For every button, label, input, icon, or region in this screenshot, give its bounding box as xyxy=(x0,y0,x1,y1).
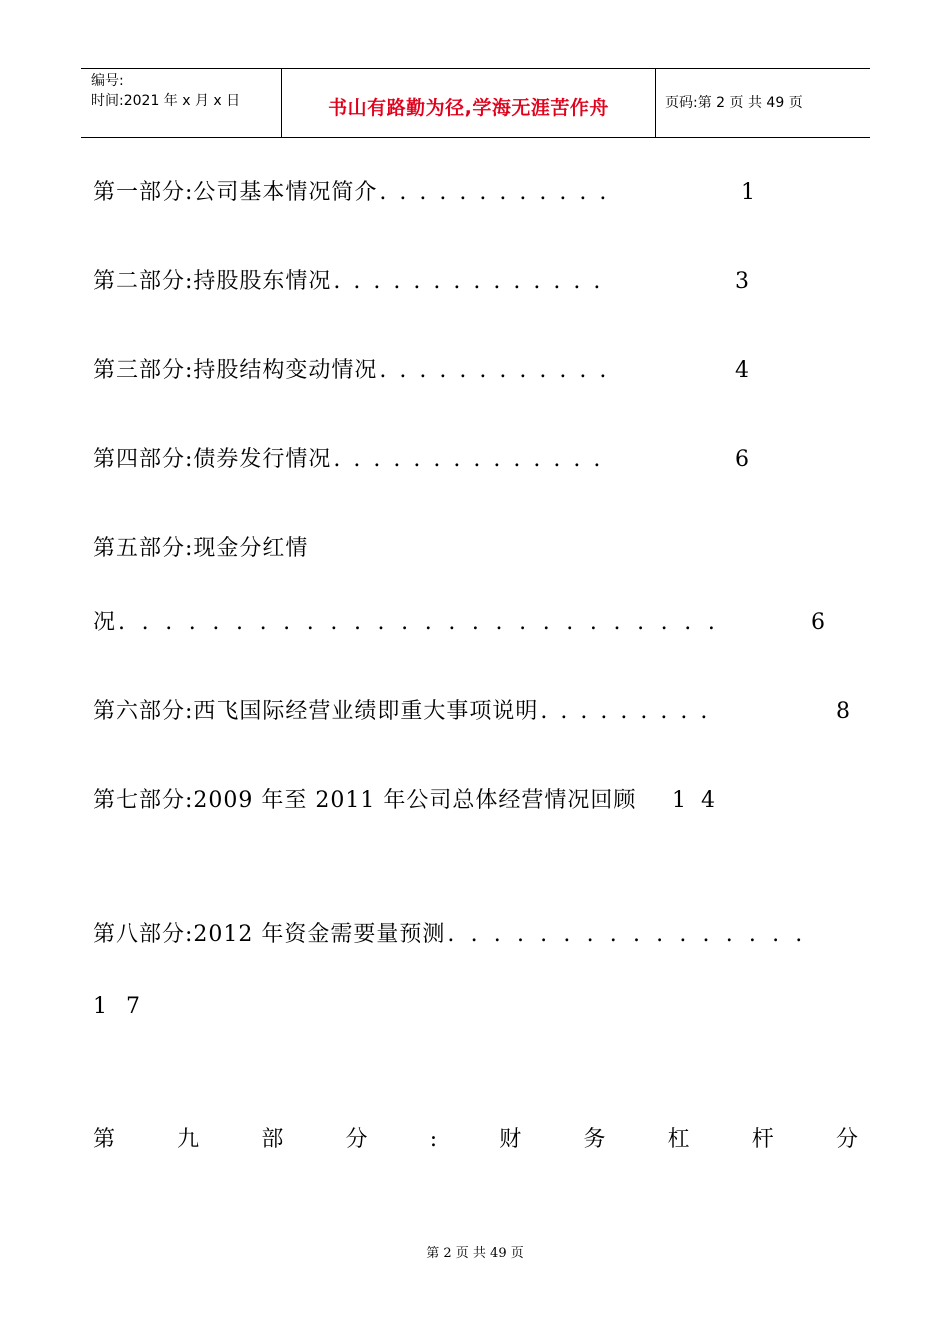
toc-char: 杠 xyxy=(667,1127,690,1152)
toc-char: 部 xyxy=(261,1127,284,1152)
toc-entry-page: 4 xyxy=(735,358,749,383)
toc-char: 九 xyxy=(177,1127,200,1152)
toc-entry-page: 1 4 xyxy=(672,788,719,813)
toc-entry-page: 3 xyxy=(735,269,749,294)
header-motto: 书山有路勤为径,学海无涯苦作舟 xyxy=(328,97,609,119)
header-motto-cell xyxy=(281,69,656,137)
toc-leader-dots: .......................... xyxy=(118,610,732,635)
toc-char: 第 xyxy=(93,1127,116,1152)
toc-entry-5-continued xyxy=(93,608,731,638)
toc-leader-dots: ............ xyxy=(379,358,620,383)
toc-entry-9 xyxy=(93,1125,858,1155)
toc-entry-label: 第八部分:2012 年资金需要量预测 xyxy=(93,922,446,947)
toc-char: : xyxy=(429,1127,438,1152)
toc-entry-label: 第五部分:现金分红情 xyxy=(93,536,309,561)
toc-entry-label: 况 xyxy=(93,610,117,635)
toc-entry-label: 第六部分:西飞国际经营业绩即重大事项说明 xyxy=(93,699,539,724)
toc-entry-page: 6 xyxy=(811,610,825,635)
toc-entry-5 xyxy=(93,534,308,564)
toc-entry-label: 第二部分:持股股东情况 xyxy=(93,269,332,294)
toc-char: 杆 xyxy=(751,1127,774,1152)
toc-entry-label: 第四部分:债券发行情况 xyxy=(93,447,332,472)
header-page-cell xyxy=(655,69,870,137)
toc-char: 分 xyxy=(835,1127,858,1152)
toc-leader-dots: ................ xyxy=(447,922,819,947)
toc-entry-7 xyxy=(93,786,636,816)
toc-entry-1 xyxy=(93,178,619,208)
toc-entry-8-page xyxy=(93,992,146,1022)
toc-leader-dots: ......... xyxy=(540,699,721,724)
toc-entry-label: 第七部分:2009 年至 2011 年公司总体经营情况回顾 xyxy=(93,788,637,813)
toc-entry-page: 8 xyxy=(836,699,850,724)
toc-entry-2 xyxy=(93,267,613,297)
toc-entry-page: 1 7 xyxy=(93,994,146,1019)
toc-entry-8 xyxy=(93,920,819,950)
header-page-info: 页码:第 2 页 共 49 页 xyxy=(665,95,803,111)
toc-leader-dots: .............. xyxy=(333,447,614,472)
toc-entry-3 xyxy=(93,356,619,386)
toc-entry-page: 1 xyxy=(741,180,755,205)
document-number-label: 编号: xyxy=(91,73,124,89)
page-header xyxy=(81,68,870,138)
toc-entry-6 xyxy=(93,697,720,727)
toc-leader-dots: ............ xyxy=(379,180,620,205)
toc-entry-page: 6 xyxy=(735,447,749,472)
toc-leader-dots: .............. xyxy=(333,269,614,294)
toc-entry-label: 第三部分:持股结构变动情况 xyxy=(93,358,378,383)
page-footer: 第 2 页 共 49 页 xyxy=(426,1246,524,1261)
document-time-label: 时间:2021 年 x 月 x 日 xyxy=(91,93,241,109)
toc-char: 财 xyxy=(499,1127,522,1152)
header-meta-cell xyxy=(81,69,281,137)
toc-entry-label: 第一部分:公司基本情况简介 xyxy=(93,180,378,205)
toc-entry-4 xyxy=(93,445,613,475)
toc-char: 务 xyxy=(583,1127,606,1152)
toc-char: 分 xyxy=(345,1127,368,1152)
